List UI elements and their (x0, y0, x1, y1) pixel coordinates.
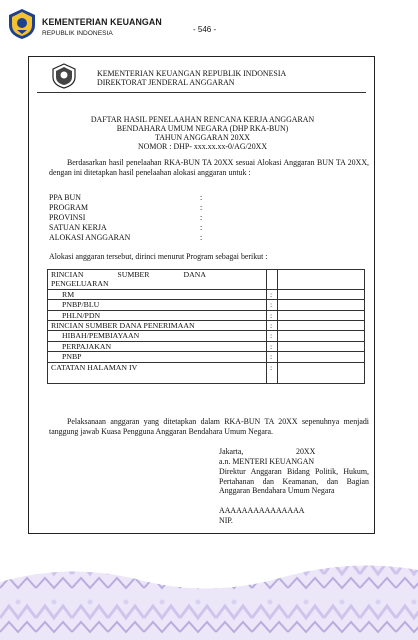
row-value (278, 362, 365, 383)
sign-on-behalf: a.n. MENTERI KEUANGAN (219, 457, 315, 466)
sign-place: Jakarta, (219, 447, 244, 456)
row-colon: : (267, 300, 278, 310)
row-colon: : (267, 341, 278, 351)
row-colon: : (267, 362, 278, 383)
row-colon: : (267, 310, 278, 320)
table-row (48, 310, 365, 320)
row-label: PHLN/PDN (48, 310, 267, 320)
document-frame (28, 56, 375, 534)
sign-position: Direktur Anggaran Bidang Politik, Hukum, Pertahanan dan Keamanan, dan Bagian Anggaran Bendahara Umum Negara (219, 467, 369, 496)
letterhead-ministry: KEMENTERIAN KEUANGAN REPUBLIK INDONESIA (97, 69, 287, 78)
table-colon-cell (267, 270, 278, 290)
table-row (48, 352, 365, 362)
field-label-ppa: PPA BUN (49, 193, 81, 202)
row-value (278, 352, 365, 362)
kemenkeu-logo-icon (6, 8, 38, 40)
field-colon: : (200, 233, 203, 242)
row-colon: : (267, 352, 278, 362)
field-label-provinsi: PROVINSI (49, 213, 86, 222)
field-label-program: PROGRAM (49, 203, 89, 212)
row-value (278, 289, 365, 299)
field-colon: : (200, 203, 203, 212)
table-row (48, 341, 365, 351)
footer-wave-pattern (0, 552, 418, 640)
row-label: HIBAH/PEMBIAYAAN (48, 331, 267, 341)
row-label: RM (48, 289, 267, 299)
field-label-satker: SATUAN KERJA (49, 223, 107, 232)
republic-name: REPUBLIK INDONESIA (42, 30, 113, 37)
ministry-name: KEMENTERIAN KEUANGAN (42, 17, 162, 27)
row-label: PNBP (48, 352, 267, 362)
table-row (48, 331, 365, 341)
field-colon: : (200, 193, 203, 202)
table-value-cell (278, 270, 365, 290)
letterhead-directorate: DIREKTORAT JENDERAL ANGGARAN (97, 78, 235, 87)
title-line-2: BENDAHARA UMUM NEGARA (DHP RKA-BUN) (116, 124, 289, 133)
table-row (48, 321, 365, 331)
row-value (278, 341, 365, 351)
field-label-alokasi: ALOKASI ANGGARAN (49, 233, 131, 242)
table-row (48, 270, 365, 290)
head-line-1: RINCIAN SUMBER DANA (51, 270, 206, 279)
sign-nip: NIP. (219, 516, 233, 525)
closing-paragraph: Pelaksanaan anggaran yang ditetapkan dalam RKA-BUN TA 20XX sepenuhnya menjadi tanggung jawab Kuasa Pengguna Anggaran Bendahara Umum Negara. (49, 417, 369, 436)
table-row (48, 300, 365, 310)
field-colon: : (200, 213, 203, 222)
page-number: - 546 - (193, 25, 217, 34)
row-value (278, 300, 365, 310)
letterhead-divider (37, 92, 366, 93)
title-line-4: NOMOR : DHP- xxx.xx.xx-0/AG/20XX (137, 142, 268, 151)
title-line-3: TAHUN ANGGARAN 20XX (155, 133, 250, 142)
table-head-cell (48, 270, 267, 290)
field-colon: : (200, 223, 203, 232)
row-colon: : (267, 289, 278, 299)
row-label: RINCIAN SUMBER DANA PENERIMAAN (48, 321, 267, 331)
title-line-1: DAFTAR HASIL PENELAAHAN RENCANA KERJA ANGGARAN (90, 115, 315, 124)
row-label: CATATAN HALAMAN IV (48, 362, 267, 383)
row-label: PNBP/BLU (48, 300, 267, 310)
intro-paragraph: Berdasarkan hasil penelaahan RKA-BUN TA 20XX sesuai Alokasi Anggaran BUN TA 20XX, dengan ini ditetapkan hasil penelaahan alokasi anggaran untuk : (49, 158, 369, 177)
table-row (48, 289, 365, 299)
row-colon: : (267, 331, 278, 341)
row-value (278, 321, 365, 331)
row-label: PERPAJAKAN (48, 341, 267, 351)
allocation-text: Alokasi anggaran tersebut, dirinci menurut Program sebagai berikut : (49, 252, 268, 261)
table-row (48, 362, 365, 383)
ministry-seal-icon (51, 63, 77, 89)
row-colon: : (267, 321, 278, 331)
sign-name: AAAAAAAAAAAAAAA (219, 506, 305, 515)
row-value (278, 331, 365, 341)
row-value (278, 310, 365, 320)
sign-year: 20XX (296, 447, 316, 456)
head-line-2: PENGELUARAN (51, 279, 109, 289)
rincian-table (47, 269, 365, 384)
